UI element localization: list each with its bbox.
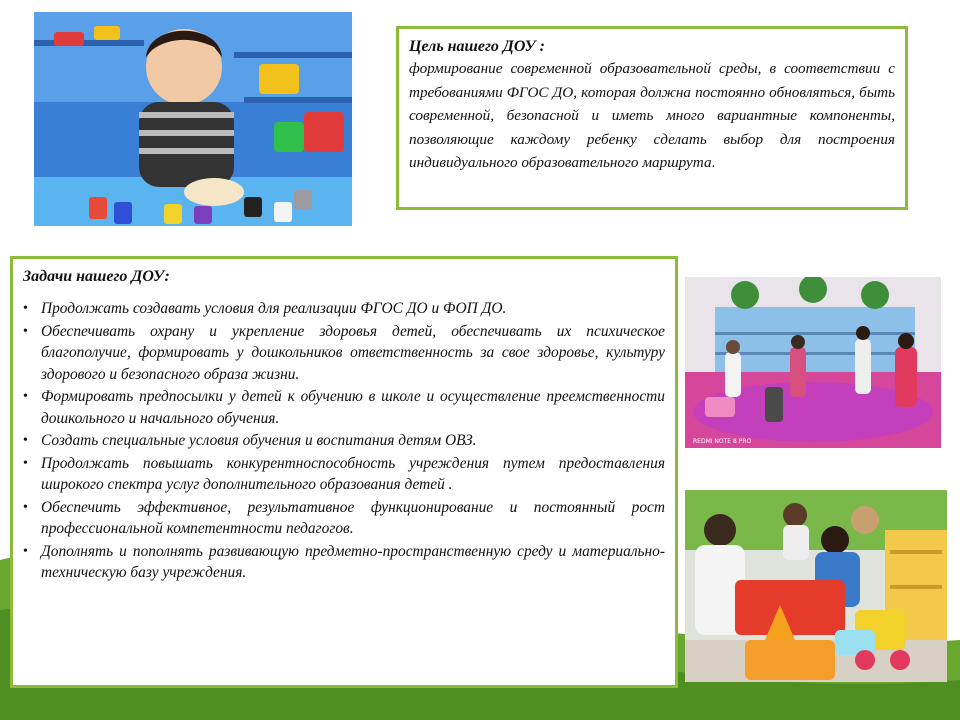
list-item: • Формировать предпосылки у детей к обучению в школе и осуществление преемственности дошкольного и начального обучения.	[23, 386, 665, 429]
list-item: • Обеспечить эффективное, результативное функционирование и постоянный рост профессиональной компетентности педагогов.	[23, 497, 665, 540]
photo-boy-with-cups	[34, 12, 352, 226]
list-item: • Создать специальные условия обучения и воспитания детям ОВЗ.	[23, 430, 665, 452]
goal-box	[396, 26, 908, 210]
list-item: • Дополнять и пополнять развивающую предметно-пространственную среду и материально-техническую базу учреждения.	[23, 541, 665, 584]
list-item: • Обеспечивать охрану и укрепление здоровья детей, обеспечивать их психическое благополучие, формировать у дошкольников ответственность за свое здоровье, культуру здорового и безопасного образа жизни.	[23, 321, 665, 386]
goal-text-end: .	[711, 154, 716, 171]
svg-text:REDMI NOTE 8 PRO: REDMI NOTE 8 PRO	[693, 438, 752, 445]
tasks-title: Задачи нашего ДОУ:	[23, 268, 170, 285]
goal-text	[409, 57, 895, 175]
list-item: • Продолжать повышать конкурентноспособность учреждения путем предоставления широкого спектра услуг дополнительного образования детей .	[23, 453, 665, 496]
goal-text-body: формирование современной образовательной среды, в соответствии с требованиями ФГОС ДО, которая должна постоянно обновляться, быть современной, безопасной и иметь много вариантные компоненты, позволяющие каждому ребенку сделать выбор для построения индивидуального образовательного маршрута	[409, 60, 895, 171]
goal-title: Цель нашего ДОУ :	[409, 38, 545, 55]
tasks-list	[23, 298, 665, 584]
photo-playroom	[685, 277, 941, 448]
tasks-box	[10, 256, 678, 688]
list-item: • Продолжать создавать условия для реализации ФГОС ДО и ФОП ДО.	[23, 298, 665, 320]
photo-boys-with-toy-trucks	[685, 490, 947, 682]
